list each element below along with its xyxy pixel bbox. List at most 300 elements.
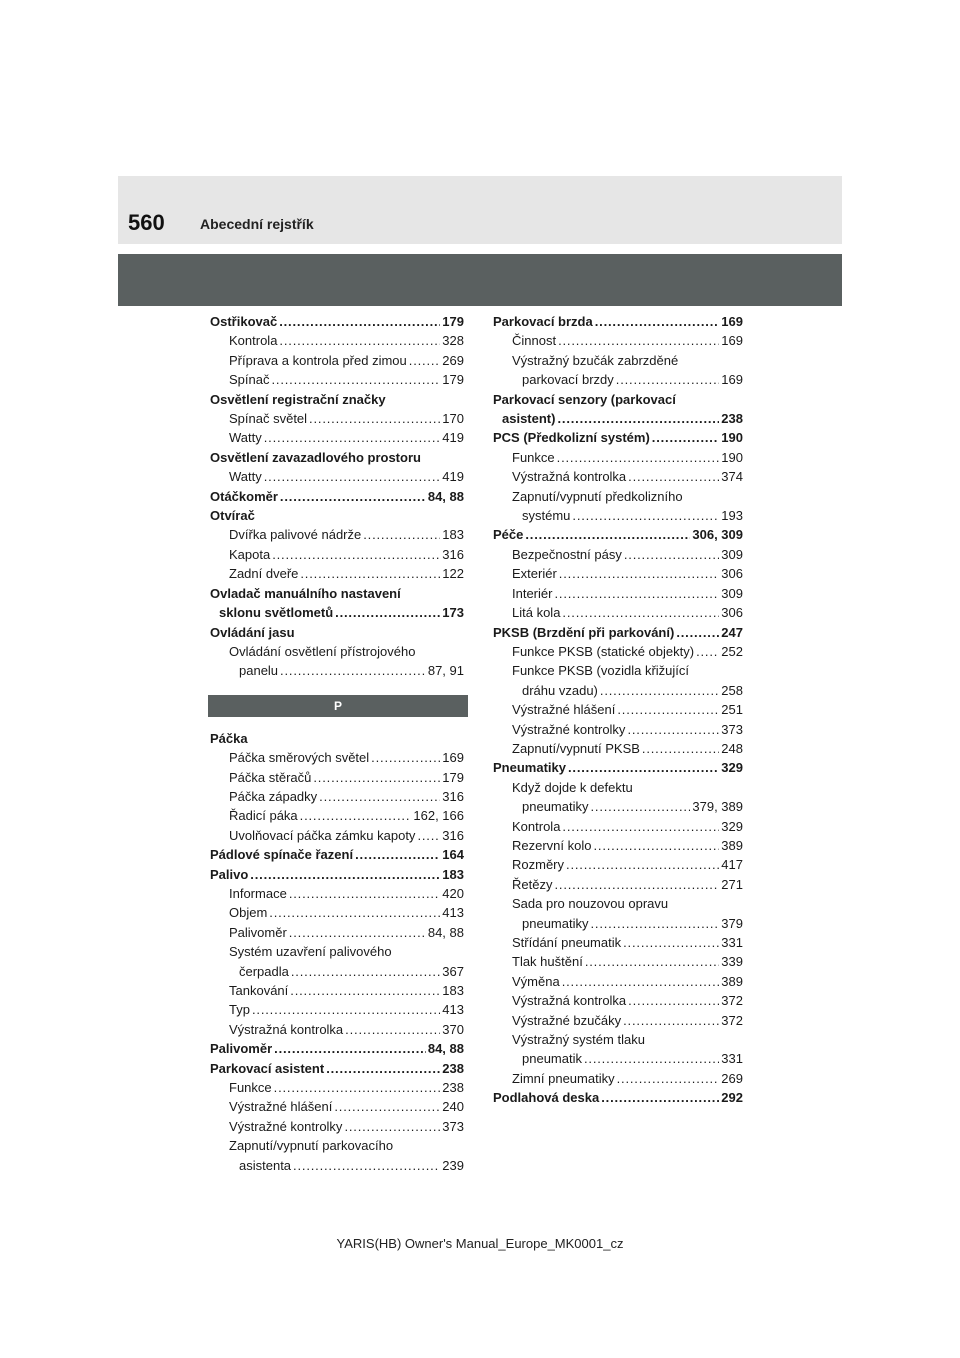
index-entry [210,487,464,506]
section-title: Abecední rejstřík [200,216,314,232]
dot-leader [279,312,440,331]
index-entry [210,1117,464,1136]
index-entry-term: Sada pro nouzovou opravu [512,896,669,912]
index-entry-term: systému [522,508,571,524]
dot-leader [319,787,440,806]
index-entry-page: 84, 88 [427,1041,464,1057]
index-entry-term: Péče [493,527,524,543]
index-entry-term: dráhu vzadu) [522,682,598,698]
index-entry [210,603,464,622]
index-entry [210,826,464,845]
index-entry-term: Střídání pneumatik [512,935,622,950]
dot-leader [280,487,426,506]
index-entry-page: 258 [721,682,743,698]
index-entry-term: Funkce PKSB (vozidla křižující [512,663,690,679]
index-entry-page: 238 [721,411,743,427]
index-entry [210,1136,464,1155]
index-entry-term: Zapnutí/vypnutí PKSB [512,740,640,756]
index-entry [493,914,743,933]
index-entry-page: 372 [721,993,743,1009]
index-entry [210,884,464,903]
index-entry [210,1000,464,1019]
index-entry-page: 329 [721,760,743,776]
index-entry-term: pneumatik [522,1051,582,1067]
dot-leader [628,467,719,486]
index-entry [210,661,464,680]
index-entry [210,787,464,806]
index-entry-page: 84, 88 [427,488,464,504]
dot-leader [593,836,719,855]
index-entry [493,894,743,913]
index-entry-page: 373 [721,721,743,737]
index-entry [493,1069,743,1088]
index-entry-page: 339 [721,954,743,970]
index-entry-page: 372 [721,1012,743,1028]
dot-leader [264,467,441,486]
dot-leader [572,506,719,525]
dot-leader [600,681,719,700]
dot-leader [280,661,426,680]
index-entry [210,370,464,389]
index-entry-page: 331 [721,935,743,950]
index-entry-term: Výstražné hlášení [229,1099,333,1115]
dot-leader [300,806,412,825]
dot-leader [525,525,690,544]
index-entry-term: asistent) [502,411,556,427]
index-entry [493,991,743,1010]
index-column-right [493,312,743,1108]
index-entry [210,409,464,428]
index-entry-page: 328 [442,333,464,349]
index-entry-term: Objem [229,905,268,921]
index-entry [210,903,464,922]
index-entry-page: 269 [442,352,464,368]
index-entry [493,390,743,409]
dot-leader [269,903,440,922]
index-entry [493,487,743,506]
index-entry-term: Kontrola [229,333,278,349]
index-entry [210,1097,464,1116]
index-entry-term: Ovládání jasu [210,624,295,640]
index-entry-term: Otáčkoměr [210,488,278,504]
index-entry-page: 417 [721,857,743,873]
index-entry-term: parkovací brzdy [522,372,614,388]
index-entry-page: 316 [442,788,464,804]
index-entry-page: 238 [442,1060,464,1076]
index-entry-page: 374 [721,469,743,485]
index-entry-page: 329 [721,818,743,834]
index-entry-page: 419 [442,430,464,446]
index-entry-page: 179 [442,314,464,329]
index-entry-page: 389 [721,973,743,989]
dot-leader [595,312,720,331]
index-entry-term: PCS (Předkolizní systém) [493,430,650,446]
dot-leader [617,700,719,719]
dot-leader [617,1069,720,1088]
dot-leader [627,720,719,739]
index-entry-term: Dvířka palivové nádrže [229,527,362,543]
dot-leader [300,564,440,583]
index-entry-term: Spínač světel [229,411,308,427]
index-entry-term: Podlahová deska [493,1090,600,1106]
index-entry-term: Ovladač manuálního nastavení [210,585,401,601]
dot-leader [623,1011,719,1030]
index-entry [210,506,464,525]
index-entry-term: Otvírač [210,508,255,524]
dot-leader [417,826,440,845]
index-entry [210,642,464,661]
index-entry-term: Výměna [512,973,560,989]
index-entry-page: 190 [721,449,743,465]
index-entry-term: Páčka západky [229,788,318,804]
index-entry [493,1049,743,1068]
index-entry-term: Výstražné kontrolky [512,721,626,737]
index-entry-term: Palivoměr [210,1041,273,1057]
index-entry-page: 169 [721,333,743,349]
index-entry [493,972,743,991]
index-entry-term: Parkovací senzory (parkovací [493,391,676,407]
index-entry-page: 238 [442,1080,464,1096]
index-entry [210,584,464,603]
index-entry-term: Výstražná kontrolka [512,469,627,485]
index-entry-page: 87, 91 [427,663,464,679]
index-entry-term: sklonu světlometů [219,605,334,621]
dot-leader [355,845,440,864]
dot-leader [344,1117,440,1136]
index-entry-term: Exteriér [512,566,557,582]
index-entry-page: 373 [442,1118,464,1134]
index-entry [493,448,743,467]
dot-leader [624,545,719,564]
index-entry-term: Zimní pneumatiky [512,1070,615,1086]
index-entry [493,739,743,758]
dot-leader [371,748,440,767]
index-entry [493,623,743,642]
dot-leader [334,1097,440,1116]
dot-leader [335,603,440,622]
index-entry-term: Interiér [512,585,553,601]
dot-leader [309,409,440,428]
index-entry [210,845,464,864]
dot-leader [676,623,719,642]
index-entry [210,768,464,787]
dot-leader [293,1156,440,1175]
index-entry-term: Funkce [229,1080,272,1096]
index-entry [493,797,743,816]
index-entry-page: 179 [442,769,464,785]
index-entry [493,351,743,370]
index-entry [493,564,743,583]
header-dark-bar [118,254,842,306]
index-entry-term: Pádlové spínače řazení [210,847,354,863]
index-entry-page: 169 [442,750,464,766]
dot-leader [271,370,440,389]
index-entry-term: Watty [229,469,262,485]
dot-leader [590,914,719,933]
index-entry-page: 306 [721,566,743,582]
index-entry [493,525,743,544]
index-entry-page: 248 [721,740,743,756]
index-entry [493,758,743,777]
index-entry [493,1088,743,1107]
index-entry-page: 179 [442,372,464,388]
dot-leader [274,1078,441,1097]
index-entry-term: Parkovací brzda [493,314,593,329]
index-entry-term: Rezervní kolo [512,837,592,853]
index-group-o [210,312,464,681]
index-entry [210,351,464,370]
index-entry-term: Řadicí páka [229,808,298,824]
index-entry [493,952,743,971]
index-entry [493,312,743,331]
dot-leader [554,875,719,894]
index-entry-term: Rozměry [512,857,565,873]
index-entry [493,933,743,952]
index-entry-term: Funkce PKSB (statické objekty) [512,643,695,659]
index-entry-page: 247 [721,624,743,640]
index-entry-page: 252 [721,643,743,659]
index-entry-page: 169 [721,314,743,329]
index-entry-term: Palivo [210,866,249,882]
index-entry-page: 240 [442,1099,464,1115]
index-entry-term: Výstražné bzučáky [512,1012,622,1028]
index-entry-term: Watty [229,430,262,446]
index-entry [493,409,743,428]
index-entry [493,1011,743,1030]
index-entry-term: Osvětlení registrační značky [210,391,386,407]
index-entry-page: 122 [442,566,464,582]
index-entry [210,525,464,544]
index-entry-term: Činnost [512,333,557,349]
dot-leader [326,1059,440,1078]
footer-manual-id: YARIS(HB) Owner's Manual_Europe_MK0001_cz [336,1236,624,1251]
dot-leader [264,428,441,447]
index-entry-term: Bezpečnostní pásy [512,546,622,562]
dot-leader [584,1049,719,1068]
dot-leader [562,817,719,836]
index-entry [493,1030,743,1049]
index-entry-term: Výstražná kontrolka [229,1021,344,1037]
index-entry [210,467,464,486]
index-entry-term: Kontrola [512,818,561,834]
index-entry-term: Systém uzavření palivového [229,944,392,960]
index-entry-term: asistenta [239,1157,292,1173]
dot-leader [559,564,720,583]
index-entry-term: pneumatiky [522,799,589,815]
index-entry [210,865,464,884]
index-entry [210,962,464,981]
index-entry-page: 183 [442,527,464,543]
dot-leader [585,952,719,971]
index-entry [210,448,464,467]
index-entry-term: Typ [229,1002,250,1018]
index-entry-page: 306, 309 [692,527,743,543]
index-entry [210,748,464,767]
index-entry [493,467,743,486]
dot-leader [696,642,719,661]
dot-leader [250,865,440,884]
index-entry-term: panelu [239,663,279,679]
index-entry-page: 316 [442,827,464,843]
index-entry [210,1078,464,1097]
index-entry-page: 164 [442,847,464,863]
index-entry-page: 183 [442,983,464,998]
dot-leader [623,933,719,952]
index-entry-page: 306 [721,605,743,621]
index-entry-page: 331 [721,1051,743,1067]
index-entry-page: 193 [721,508,743,524]
index-entry [493,370,743,389]
index-entry [493,720,743,739]
index-entry-term: Výstražné kontrolky [229,1118,343,1134]
index-entry [493,428,743,447]
index-entry-page: 251 [721,702,743,718]
index-entry-page: 271 [721,876,743,892]
index-entry-page: 379 [721,915,743,931]
index-entry-term: Řetězy [512,876,553,892]
index-entry-page: 413 [442,905,464,921]
dot-leader [291,962,440,981]
index-entry-page: 173 [442,605,464,621]
index-entry [493,331,743,350]
dot-leader [590,797,690,816]
index-entry [210,312,464,331]
index-entry [493,681,743,700]
index-entry-page: 84, 88 [427,924,464,940]
index-entry-term: Příprava a kontrola před zimou [229,352,407,368]
index-entry-page: 292 [721,1090,743,1106]
dot-leader [601,1088,719,1107]
index-entry-page: 169 [721,372,743,388]
index-entry-page: 379, 389 [692,799,743,815]
index-entry-page: 183 [442,866,464,882]
dot-leader [345,1020,440,1039]
index-entry [493,584,743,603]
index-entry [210,390,464,409]
index-entry [210,806,464,825]
index-entry [210,623,464,642]
index-entry-page: 420 [442,885,464,901]
index-entry [493,545,743,564]
index-entry-term: Osvětlení zavazadlového prostoru [210,449,421,465]
index-entry-page: 309 [721,546,743,562]
index-entry-term: Parkovací asistent [210,1060,325,1076]
dot-leader [279,331,440,350]
index-entry [210,1020,464,1039]
index-entry-term: Páčka stěračů [229,769,312,785]
index-entry-term: Funkce [512,449,555,465]
index-entry-term: Výstražná kontrolka [512,993,627,1009]
dot-leader [557,409,719,428]
index-entry-term: Ostřikovač [210,314,278,329]
dot-leader [652,428,720,447]
index-entry-term: Výstražný bzučák zabrzděné [512,352,679,368]
index-entry-term: Tankování [229,983,289,998]
index-entry-page: 370 [442,1021,464,1037]
dot-leader [363,525,440,544]
index-entry [210,1156,464,1175]
index-entry-page: 316 [442,546,464,562]
index-entry-page: 389 [721,837,743,853]
index-entry-page: 367 [442,963,464,979]
index-entry-page: 239 [442,1157,464,1173]
page-number: 560 [128,210,165,235]
letter-divider: P [208,695,468,717]
dot-leader [562,603,719,622]
dot-leader [628,991,719,1010]
dot-leader [290,981,440,1000]
index-entry [493,875,743,894]
index-entry-term: pneumatiky [522,915,589,931]
index-entry [493,855,743,874]
dot-leader [616,370,720,389]
index-entry [210,942,464,961]
index-entry [210,981,464,1000]
index-entry-term: Kapota [229,546,271,562]
index-entry-term: Zapnutí/vypnutí parkovacího [229,1138,394,1154]
dot-leader [557,448,720,467]
index-entry [210,545,464,564]
dot-leader [558,331,719,350]
index-entry [493,642,743,661]
index-entry-page: 269 [721,1070,743,1086]
index-entry-term: čerpadla [239,963,289,979]
index-entry [210,564,464,583]
index-entry-page: 162, 166 [413,808,464,824]
index-entry-term: Výstražný systém tlaku [512,1032,645,1048]
dot-leader [289,884,440,903]
index-entry-term: Páčka [210,730,248,746]
index-entry-page: 309 [721,585,743,601]
index-entry [493,836,743,855]
index-entry [493,817,743,836]
index-entry-term: Ovládání osvětlení přístrojového [229,643,416,659]
dot-leader [409,351,441,370]
dot-leader [274,1039,426,1058]
header-band [118,176,842,244]
dot-leader [642,739,719,758]
index-entry-term: Páčka směrových světel [229,750,370,766]
index-entry-term: Litá kola [512,605,561,621]
index-entry [210,331,464,350]
index-entry-term: Uvolňovací páčka zámku kapoty [229,827,416,843]
index-entry [210,1059,464,1078]
index-entry-page: 170 [442,411,464,427]
index-entry-page: 190 [721,430,743,446]
index-entry [210,729,464,748]
index-entry [493,661,743,680]
index-entry-page: 413 [442,1002,464,1018]
index-entry-term: Spínač [229,372,270,388]
dot-leader [252,1000,440,1019]
index-entry [210,923,464,942]
index-entry-term: Výstražné hlášení [512,702,616,718]
index-entry-term: Když dojde k defektu [512,779,633,795]
index-entry-term: Informace [229,885,287,901]
dot-leader [562,972,720,991]
dot-leader [554,584,719,603]
index-entry [493,778,743,797]
dot-leader [289,923,426,942]
index-entry-term: PKSB (Brzdění při parkování) [493,624,675,640]
dot-leader [272,545,440,564]
dot-leader [566,855,719,874]
index-entry [210,428,464,447]
index-entry-term: Tlak huštění [512,954,583,970]
index-entry-term: Palivoměr [229,924,287,940]
index-entry [493,700,743,719]
index-entry-term: Zadní dveře [229,566,299,582]
